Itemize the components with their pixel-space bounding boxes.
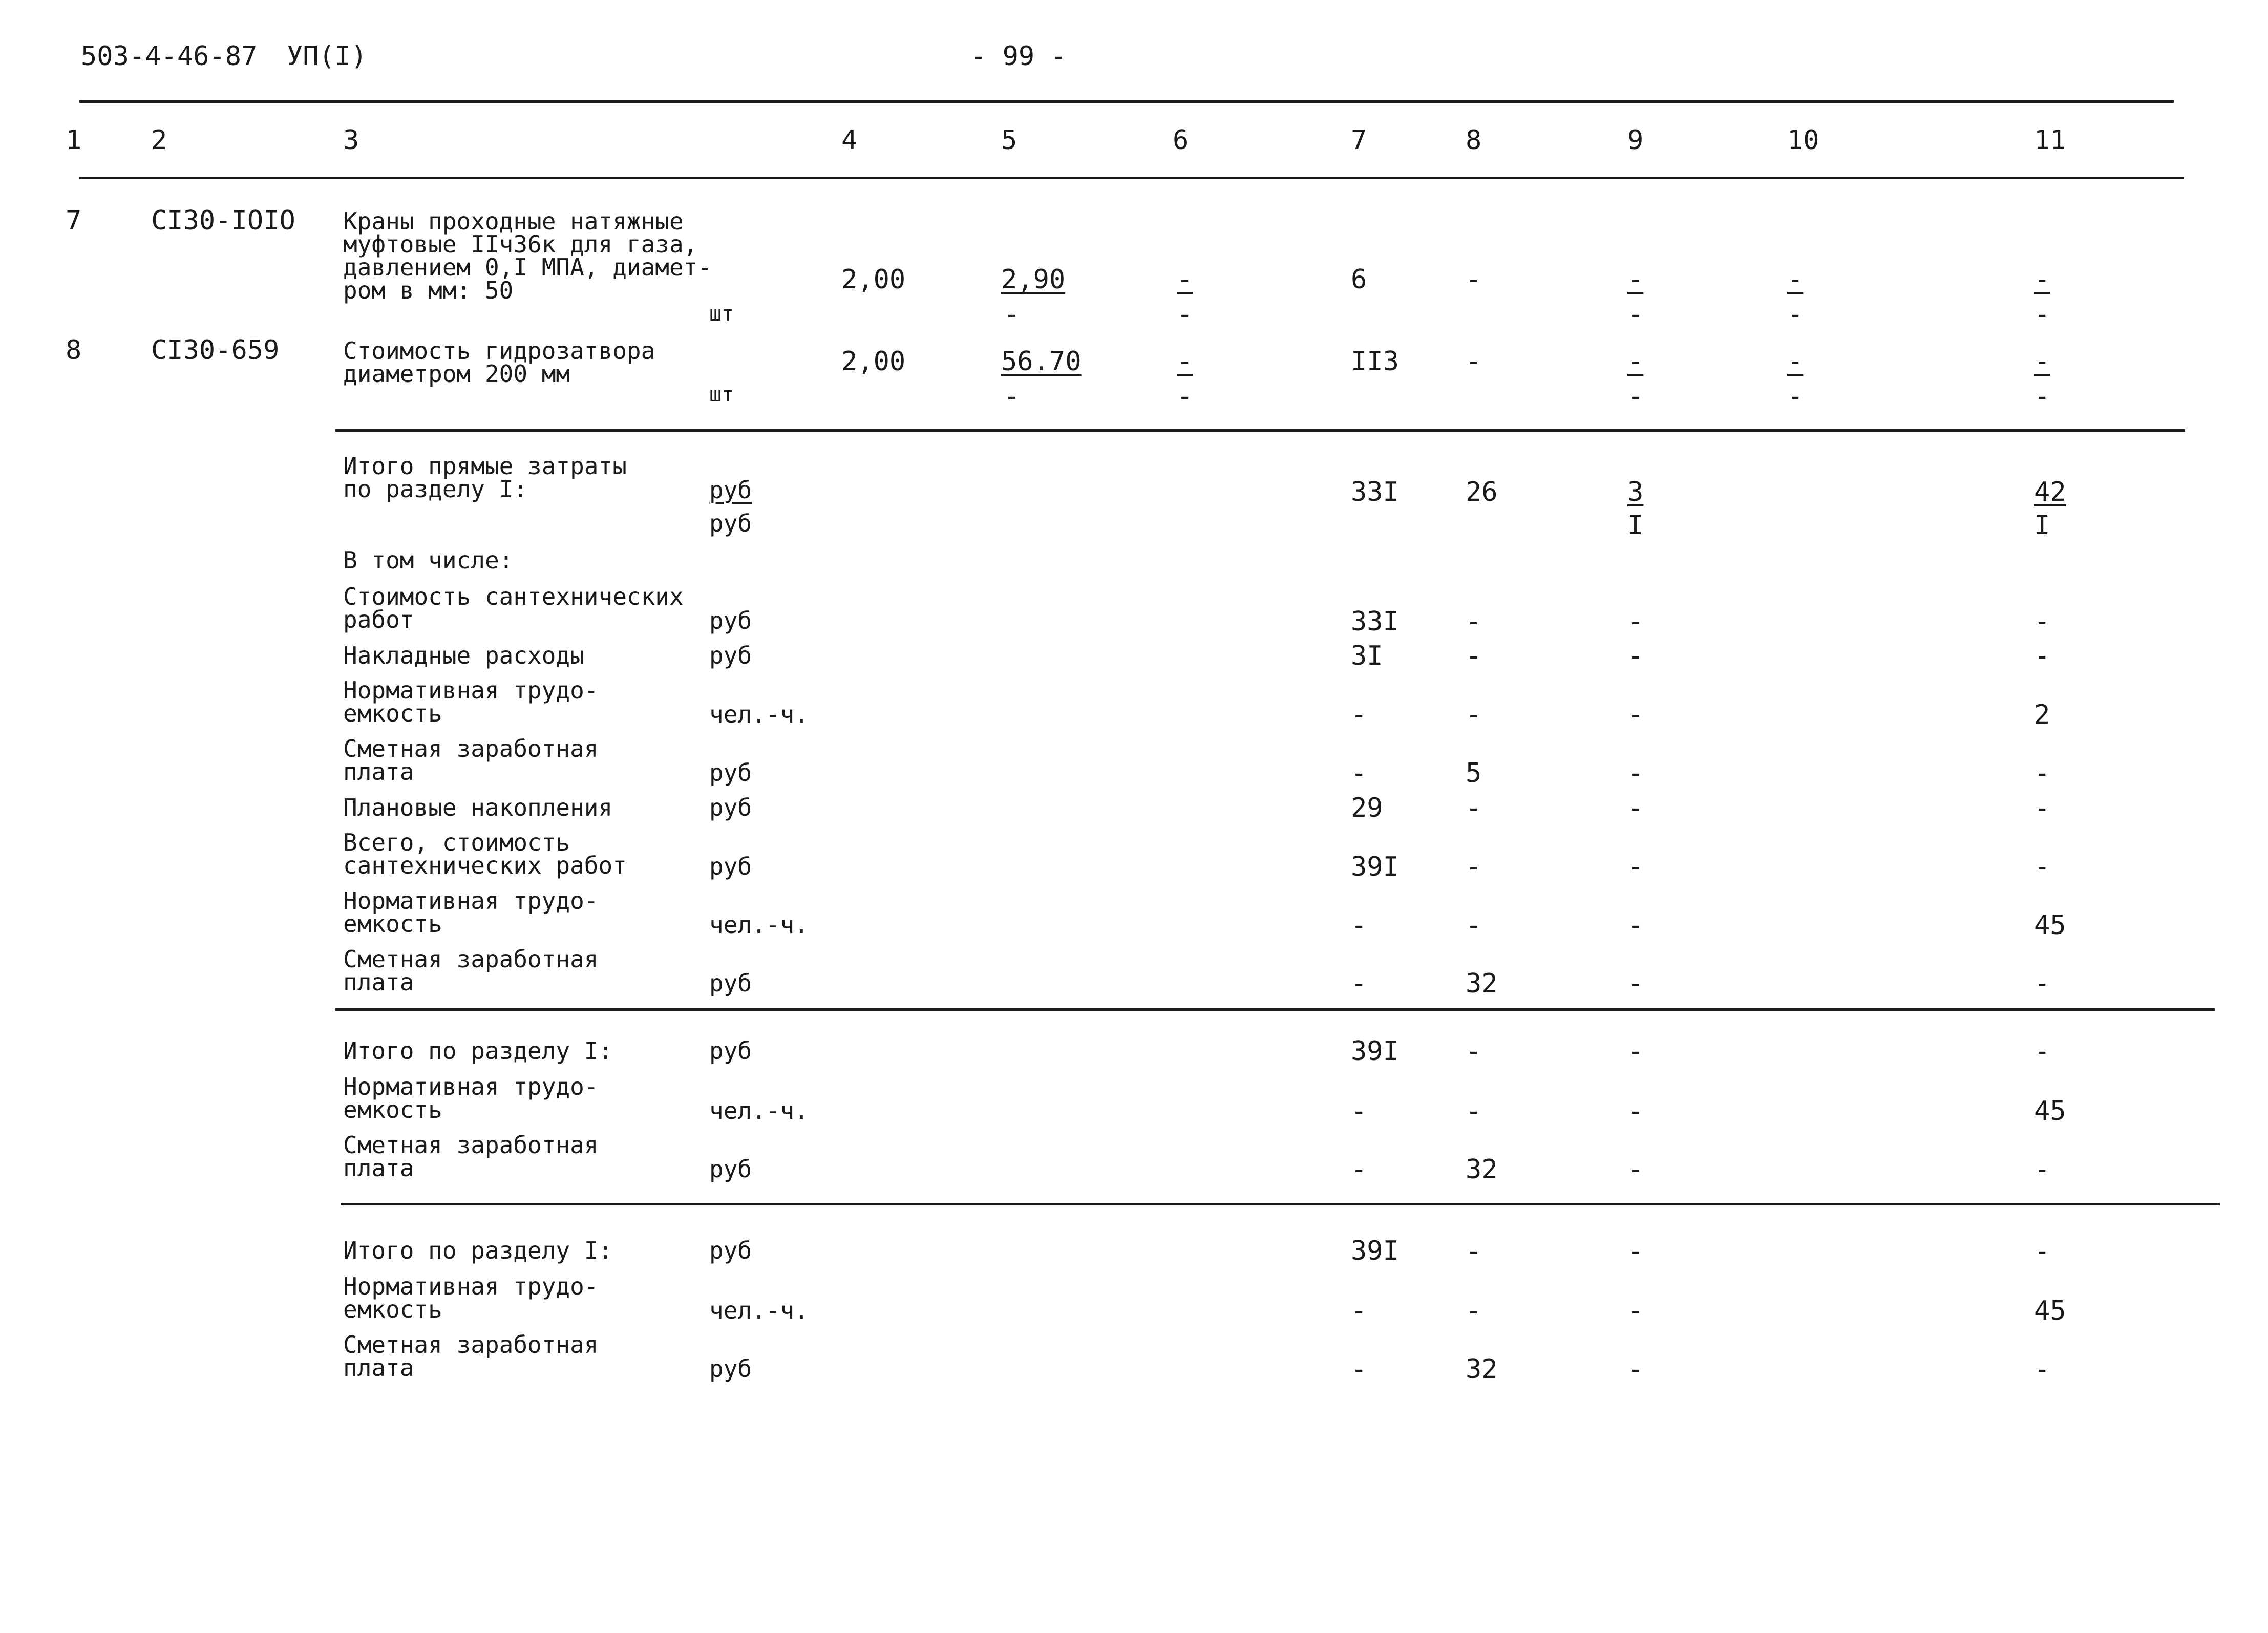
breakdown-label: Нормативная трудо- bbox=[343, 887, 599, 915]
totals-col11-bottom: I bbox=[2034, 510, 2050, 541]
breakdown-label: плата bbox=[343, 758, 414, 786]
item-col9-bottom: - bbox=[1627, 381, 1644, 412]
section-total-col11: - bbox=[2034, 1036, 2050, 1067]
breakdown-col7: 33I bbox=[1351, 606, 1399, 637]
breakdown-col8: - bbox=[1466, 699, 1482, 730]
breakdown-col7: 39I bbox=[1351, 852, 1399, 882]
section-total-col9: - bbox=[1627, 1154, 1644, 1185]
breakdown-col7: 3I bbox=[1351, 641, 1383, 671]
section-total-col11: 45 bbox=[2034, 1096, 2066, 1127]
breakdown-col9: - bbox=[1627, 606, 1644, 637]
totals-col9-top: 3 bbox=[1627, 477, 1644, 507]
section-total-col7: 39I bbox=[1351, 1236, 1399, 1266]
breakdown-col7: 29 bbox=[1351, 793, 1383, 823]
item-col10-bottom: - bbox=[1787, 299, 1804, 330]
totals-unit-top: руб bbox=[709, 476, 752, 504]
breakdown-col11: - bbox=[2034, 793, 2050, 823]
breakdown-label: Накладные расходы bbox=[343, 642, 584, 669]
section-total-unit: чел.-ч. bbox=[709, 1297, 809, 1324]
totals-col9-bottom: I bbox=[1627, 510, 1644, 541]
item-col11-bottom: - bbox=[2034, 299, 2050, 330]
breakdown-col8: - bbox=[1466, 910, 1482, 941]
item-unit-price-sub: - bbox=[1004, 381, 1020, 412]
breakdown-col11: - bbox=[2034, 968, 2050, 999]
column-header-7: 7 bbox=[1351, 125, 1367, 156]
album-code: УП(I) bbox=[287, 41, 367, 72]
item-unit-price: 56.70 bbox=[1001, 346, 1082, 377]
item-description-line: Краны проходные натяжные bbox=[343, 207, 684, 235]
section-total-label: Итого по разделу I: bbox=[343, 1037, 613, 1065]
page-number: - 99 - bbox=[970, 41, 1067, 72]
breakdown-label: емкость bbox=[343, 910, 442, 938]
item-description-line: Стоимость гидрозатвора bbox=[343, 337, 655, 365]
item-col11-top: - bbox=[2034, 264, 2050, 295]
section-total-col8: 32 bbox=[1466, 1154, 1498, 1185]
item-total-cost: 6 bbox=[1351, 264, 1367, 295]
item-description-line: муфтовые IIч36к для газа, bbox=[343, 230, 698, 258]
section-total-label: плата bbox=[343, 1354, 414, 1382]
item-quantity: 2,00 bbox=[841, 264, 906, 295]
section-total-label: Нормативная трудо- bbox=[343, 1273, 599, 1300]
breakdown-col11: - bbox=[2034, 641, 2050, 671]
breakdown-col11: - bbox=[2034, 606, 2050, 637]
column-header-11: 11 bbox=[2034, 125, 2066, 156]
breakdown-col8: 32 bbox=[1466, 968, 1498, 999]
section-total-col11: 45 bbox=[2034, 1296, 2066, 1326]
section-total-label: Сметная заработная bbox=[343, 1331, 599, 1359]
section-total-col11: - bbox=[2034, 1236, 2050, 1266]
breakdown-col11: - bbox=[2034, 758, 2050, 789]
section-total-label: Сметная заработная bbox=[343, 1131, 599, 1159]
column-header-1: 1 bbox=[66, 125, 82, 156]
section-total-label: плата bbox=[343, 1154, 414, 1182]
section-divider bbox=[341, 1203, 2220, 1205]
breakdown-col7: - bbox=[1351, 758, 1367, 789]
breakdown-label: Сметная заработная bbox=[343, 945, 599, 973]
breakdown-col8: - bbox=[1466, 793, 1482, 823]
breakdown-unit: руб bbox=[709, 642, 752, 669]
section-total-col9: - bbox=[1627, 1036, 1644, 1067]
section-total-label: Нормативная трудо- bbox=[343, 1073, 599, 1100]
breakdown-unit: руб bbox=[709, 759, 752, 787]
breakdown-col9: - bbox=[1627, 910, 1644, 941]
section-total-col8: - bbox=[1466, 1096, 1482, 1127]
item-code: CI30-IOIO bbox=[151, 205, 295, 236]
breakdown-label: Плановые накопления bbox=[343, 794, 613, 821]
breakdown-col8: - bbox=[1466, 641, 1482, 671]
item-col6-top: - bbox=[1177, 346, 1193, 377]
breakdown-label: сантехнических работ bbox=[343, 852, 627, 879]
item-col11-top: - bbox=[2034, 346, 2050, 377]
column-header-6: 6 bbox=[1173, 125, 1189, 156]
section-total-col8: - bbox=[1466, 1296, 1482, 1326]
breakdown-label: Стоимость сантехнических bbox=[343, 583, 684, 610]
section-total-unit: руб bbox=[709, 1037, 752, 1065]
breakdown-col7: - bbox=[1351, 910, 1367, 941]
item-description-line: диаметром 200 мм bbox=[343, 360, 570, 388]
section-total-label: емкость bbox=[343, 1096, 442, 1123]
section-total-col9: - bbox=[1627, 1296, 1644, 1326]
section-total-col11: - bbox=[2034, 1154, 2050, 1185]
breakdown-label: Нормативная трудо- bbox=[343, 676, 599, 704]
section-total-col7: - bbox=[1351, 1154, 1367, 1185]
section-total-col8: - bbox=[1466, 1236, 1482, 1266]
including-label: В том числе: bbox=[343, 546, 514, 574]
item-code: CI30-659 bbox=[151, 335, 280, 366]
header-bottom-rule bbox=[79, 177, 2184, 179]
item-number: 8 bbox=[66, 335, 82, 366]
column-header-3: 3 bbox=[343, 125, 359, 156]
breakdown-label: Всего, стоимость bbox=[343, 829, 570, 856]
item-description-line: ром в мм: 50 bbox=[343, 277, 514, 304]
section-total-col7: - bbox=[1351, 1296, 1367, 1326]
section-total-col7: 39I bbox=[1351, 1036, 1399, 1067]
item-unit-price-sub: - bbox=[1004, 299, 1020, 330]
item-col10-top: - bbox=[1787, 346, 1804, 377]
breakdown-label: плата bbox=[343, 968, 414, 996]
breakdown-col9: - bbox=[1627, 793, 1644, 823]
column-header-2: 2 bbox=[151, 125, 167, 156]
totals-label-line: по разделу I: bbox=[343, 475, 528, 503]
item-quantity: 2,00 bbox=[841, 346, 906, 377]
section-total-col9: - bbox=[1627, 1354, 1644, 1385]
totals-unit-bottom: руб bbox=[709, 510, 752, 537]
item-unit: шт bbox=[709, 302, 734, 326]
section-total-col7: - bbox=[1351, 1096, 1367, 1127]
breakdown-unit: руб bbox=[709, 853, 752, 880]
breakdown-col8: - bbox=[1466, 852, 1482, 882]
item-col8: - bbox=[1466, 264, 1482, 295]
column-header-9: 9 bbox=[1627, 125, 1644, 156]
breakdown-unit: руб bbox=[709, 969, 752, 997]
section-total-unit: руб bbox=[709, 1237, 752, 1264]
item-col9-bottom: - bbox=[1627, 299, 1644, 330]
item-col9-top: - bbox=[1627, 264, 1644, 295]
column-header-8: 8 bbox=[1466, 125, 1482, 156]
item-col6-bottom: - bbox=[1177, 299, 1193, 330]
breakdown-label: работ bbox=[343, 606, 414, 633]
item-description-line: давлением 0,I МПА, диамет- bbox=[343, 253, 712, 281]
item-total-cost: II3 bbox=[1351, 346, 1399, 377]
totals-label-line: Итого прямые затраты bbox=[343, 452, 627, 480]
breakdown-col11: 45 bbox=[2034, 910, 2066, 941]
section-total-col9: - bbox=[1627, 1096, 1644, 1127]
item-number: 7 bbox=[66, 205, 82, 236]
section-total-col11: - bbox=[2034, 1354, 2050, 1385]
breakdown-col11: - bbox=[2034, 852, 2050, 882]
section-divider bbox=[335, 1008, 2215, 1011]
item-col10-top: - bbox=[1787, 264, 1804, 295]
breakdown-col9: - bbox=[1627, 968, 1644, 999]
breakdown-col7: - bbox=[1351, 699, 1367, 730]
breakdown-col9: - bbox=[1627, 641, 1644, 671]
section-total-unit: руб bbox=[709, 1155, 752, 1183]
column-header-10: 10 bbox=[1787, 125, 1819, 156]
item-col11-bottom: - bbox=[2034, 381, 2050, 412]
section-total-unit: чел.-ч. bbox=[709, 1097, 809, 1125]
item-col9-top: - bbox=[1627, 346, 1644, 377]
section-total-col8: 32 bbox=[1466, 1354, 1498, 1385]
section-total-label: Итого по разделу I: bbox=[343, 1237, 613, 1264]
item-unit-price: 2,90 bbox=[1001, 264, 1066, 295]
item-col10-bottom: - bbox=[1787, 381, 1804, 412]
section-total-col8: - bbox=[1466, 1036, 1482, 1067]
totals-col7: 33I bbox=[1351, 477, 1399, 507]
breakdown-unit: руб bbox=[709, 607, 752, 634]
breakdown-unit: руб bbox=[709, 794, 752, 821]
section-total-col9: - bbox=[1627, 1236, 1644, 1266]
section-total-col7: - bbox=[1351, 1354, 1367, 1385]
totals-col8: 26 bbox=[1466, 477, 1498, 507]
breakdown-unit: чел.-ч. bbox=[709, 701, 809, 728]
section-total-label: емкость bbox=[343, 1296, 442, 1323]
section-divider bbox=[335, 429, 2185, 432]
column-header-5: 5 bbox=[1001, 125, 1018, 156]
breakdown-col7: - bbox=[1351, 968, 1367, 999]
item-col6-top: - bbox=[1177, 264, 1193, 295]
breakdown-col9: - bbox=[1627, 852, 1644, 882]
document-code: 503-4-46-87 bbox=[81, 41, 258, 72]
breakdown-unit: чел.-ч. bbox=[709, 911, 809, 939]
column-header-4: 4 bbox=[841, 125, 858, 156]
breakdown-col11: 2 bbox=[2034, 699, 2050, 730]
breakdown-col9: - bbox=[1627, 758, 1644, 789]
breakdown-col9: - bbox=[1627, 699, 1644, 730]
item-col8: - bbox=[1466, 346, 1482, 377]
item-col6-bottom: - bbox=[1177, 381, 1193, 412]
item-unit: шт bbox=[709, 383, 734, 407]
table-top-rule bbox=[79, 100, 2174, 103]
breakdown-label: Сметная заработная bbox=[343, 735, 599, 762]
section-total-unit: руб bbox=[709, 1355, 752, 1383]
breakdown-col8: 5 bbox=[1466, 758, 1482, 789]
breakdown-col8: - bbox=[1466, 606, 1482, 637]
totals-col11-top: 42 bbox=[2034, 477, 2066, 507]
breakdown-label: емкость bbox=[343, 699, 442, 727]
